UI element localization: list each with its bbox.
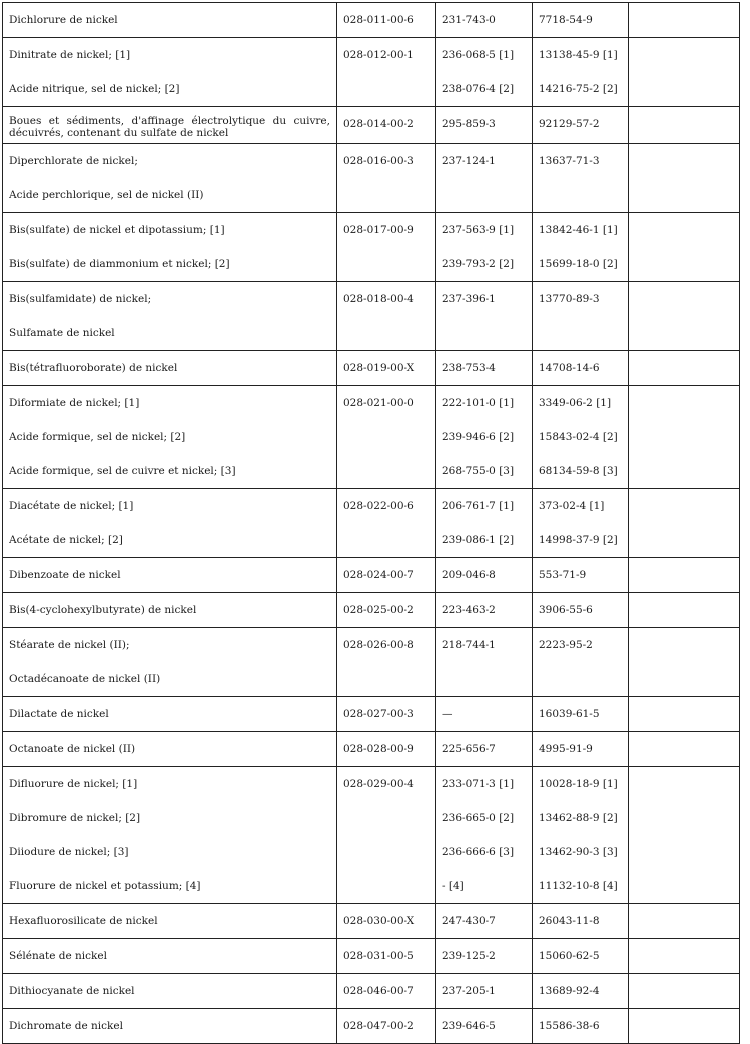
ec-number-cell-line: 206-761-7 [1] — [442, 500, 515, 512]
ec-number-cell-line: 223-463-2 — [442, 604, 496, 616]
cas-number-cell-line: 15060-62-5 — [539, 950, 600, 962]
substance-name-cell-line: Diformiate de nickel; [1] — [9, 397, 140, 409]
cas-number-cell-line: 68134-59-8 [3] — [539, 465, 618, 477]
cas-number-cell-line: 11132-10-8 [4] — [539, 880, 618, 892]
table-row — [3, 558, 740, 593]
ec-number-cell-line: 239-793-2 [2] — [442, 258, 515, 270]
notes-cell — [629, 489, 740, 558]
substance-name-cell-line: Bis(sulfate) de nickel et dipotassium; [1] — [9, 224, 225, 236]
substance-name-cell-line: Diperchlorate de nickel; — [9, 155, 138, 167]
index-number-cell — [337, 593, 436, 628]
substance-name-cell — [3, 697, 337, 732]
ec-number-cell-line: 236-665-0 [2] — [442, 812, 515, 824]
ec-number-cell-line: 209-046-8 — [442, 569, 496, 581]
ec-number-cell-line: 239-646-5 — [442, 1020, 496, 1032]
cas-number-cell-line: 92129-57-2 — [539, 118, 600, 130]
index-number-cell — [337, 1009, 436, 1044]
table-row — [3, 974, 740, 1009]
cas-number-cell — [533, 282, 629, 351]
notes-cell — [629, 1009, 740, 1044]
notes-cell — [629, 282, 740, 351]
index-number-cell — [337, 904, 436, 939]
cas-number-cell — [533, 628, 629, 697]
ec-number-cell-line: 238-076-4 [2] — [442, 83, 515, 95]
cas-number-cell-line: 13138-45-9 [1] — [539, 49, 618, 61]
table-row — [3, 1009, 740, 1044]
notes-cell — [629, 974, 740, 1009]
index-number: 028-026-00-8 — [343, 639, 414, 651]
cas-number-cell-line: 13637-71-3 — [539, 155, 600, 167]
cas-number-cell-line: 14998-37-9 [2] — [539, 534, 618, 546]
table-row — [3, 38, 740, 107]
cas-number-cell-line: 14708-14-6 — [539, 362, 600, 374]
index-number-cell — [337, 3, 436, 38]
substance-name-cell-line: Bis(4-cyclohexylbutyrate) de nickel — [9, 604, 197, 616]
cas-number-cell-line: 13462-88-9 [2] — [539, 812, 618, 824]
table-row — [3, 904, 740, 939]
index-number-cell — [337, 628, 436, 697]
ec-number-cell-line: 218-744-1 — [442, 639, 496, 651]
substance-name-cell-line: Bis(sulfate) de diammonium et nickel; [2] — [9, 258, 230, 270]
notes-cell — [629, 107, 740, 144]
substance-name-cell-line: Sélénate de nickel — [9, 950, 107, 962]
substance-name-cell-line: Bis(sulfamidate) de nickel; — [9, 293, 152, 305]
cas-number-cell — [533, 144, 629, 213]
substance-name-cell-line: Octanoate de nickel (II) — [9, 743, 136, 755]
substance-name-cell-line: Dinitrate de nickel; [1] — [9, 49, 131, 61]
substance-name-cell — [3, 489, 337, 558]
substance-name-cell — [3, 38, 337, 107]
cas-number-cell-line: 13842-46-1 [1] — [539, 224, 618, 236]
cas-number-cell — [533, 1009, 629, 1044]
index-number: 028-046-00-7 — [343, 985, 414, 997]
substance-name-cell — [3, 904, 337, 939]
substance-name-cell — [3, 3, 337, 38]
cas-number-cell — [533, 213, 629, 282]
index-number-cell — [337, 974, 436, 1009]
ec-number-cell — [436, 489, 533, 558]
index-number: 028-016-00-3 — [343, 155, 414, 167]
substance-name-cell-line: Difluorure de nickel; [1] — [9, 778, 138, 790]
table-row — [3, 107, 740, 144]
index-number-cell — [337, 38, 436, 107]
substance-name-cell-line: Diacétate de nickel; [1] — [9, 500, 134, 512]
cas-number-cell — [533, 939, 629, 974]
ec-number-cell-line: 237-205-1 — [442, 985, 496, 997]
ec-number-cell-line: 222-101-0 [1] — [442, 397, 515, 409]
index-number-cell — [337, 213, 436, 282]
index-number-cell — [337, 386, 436, 489]
ec-number-cell — [436, 732, 533, 767]
index-number-cell — [337, 489, 436, 558]
index-number: 028-019-00-X — [343, 362, 415, 374]
substance-name-cell-line: Acide perchlorique, sel de nickel (II) — [9, 189, 204, 201]
substance-name-cell-line: Dibromure de nickel; [2] — [9, 812, 141, 824]
table-row — [3, 144, 740, 213]
substance-name-cell — [3, 386, 337, 489]
substance-name-cell — [3, 767, 337, 904]
ec-number-cell-line: 239-946-6 [2] — [442, 431, 515, 443]
table-row — [3, 697, 740, 732]
cas-number-cell-line: 15586-38-6 — [539, 1020, 600, 1032]
ec-number-cell-line: — — [442, 708, 453, 720]
table-row — [3, 489, 740, 558]
table-body — [3, 3, 740, 1044]
cas-number-cell-line: 2223-95-2 — [539, 639, 593, 651]
cas-number-cell-line: 14216-75-2 [2] — [539, 83, 618, 95]
notes-cell — [629, 3, 740, 38]
cas-number-cell-line: 4995-91-9 — [539, 743, 593, 755]
index-number-cell — [337, 767, 436, 904]
table-row — [3, 939, 740, 974]
notes-cell — [629, 904, 740, 939]
cas-number-cell — [533, 697, 629, 732]
table-row — [3, 767, 740, 904]
ec-number-cell-line: 237-396-1 — [442, 293, 496, 305]
ec-number-cell — [436, 3, 533, 38]
index-number: 028-012-00-1 — [343, 49, 414, 61]
substance-name-cell — [3, 213, 337, 282]
cas-number-cell-line: 10028-18-9 [1] — [539, 778, 618, 790]
ec-number-cell-line: 237-563-9 [1] — [442, 224, 515, 236]
ec-number-cell-line: 225-656-7 — [442, 743, 496, 755]
table-row — [3, 628, 740, 697]
notes-cell — [629, 593, 740, 628]
substance-name-cell-line: Dilactate de nickel — [9, 708, 109, 720]
substance-name-cell-line: Fluorure de nickel et potassium; [4] — [9, 880, 201, 892]
substance-name-cell-line: Dithiocyanate de nickel — [9, 985, 135, 997]
ec-number-cell-line: 237-124-1 — [442, 155, 496, 167]
ec-number-cell-line: 236-666-6 [3] — [442, 846, 515, 858]
cas-number-cell-line: 7718-54-9 — [539, 14, 593, 26]
ec-number-cell — [436, 974, 533, 1009]
index-number: 028-021-00-0 — [343, 397, 414, 409]
substance-name-cell — [3, 628, 337, 697]
substance-name-cell-line: Dibenzoate de nickel — [9, 569, 121, 581]
ec-number-cell — [436, 767, 533, 904]
substance-name-cell — [3, 593, 337, 628]
substance-name-cell-line: Dichromate de nickel — [9, 1020, 123, 1032]
table-row — [3, 3, 740, 38]
index-number: 028-027-00-3 — [343, 708, 414, 720]
index-number: 028-030-00-X — [343, 915, 415, 927]
table-row — [3, 213, 740, 282]
cas-number-cell-line: 3349-06-2 [1] — [539, 397, 612, 409]
table-row — [3, 282, 740, 351]
cas-number-cell-line: 15699-18-0 [2] — [539, 258, 618, 270]
cas-number-cell — [533, 904, 629, 939]
substance-name-cell-line: Diiodure de nickel; [3] — [9, 846, 129, 858]
ec-number-cell — [436, 697, 533, 732]
notes-cell — [629, 767, 740, 904]
cas-number-cell — [533, 732, 629, 767]
index-number: 028-025-00-2 — [343, 604, 414, 616]
substance-name-cell-line: Sulfamate de nickel — [9, 327, 115, 339]
ec-number-cell — [436, 282, 533, 351]
index-number: 028-017-00-9 — [343, 224, 414, 236]
substance-name-cell-line: Hexafluorosilicate de nickel — [9, 915, 158, 927]
cas-number-cell — [533, 3, 629, 38]
notes-cell — [629, 732, 740, 767]
index-number: 028-029-00-4 — [343, 778, 414, 790]
substance-table — [2, 2, 740, 1044]
cas-number-cell-line: 373-02-4 [1] — [539, 500, 605, 512]
ec-number-cell-line: 239-125-2 — [442, 950, 496, 962]
ec-number-cell-line: 247-430-7 — [442, 915, 496, 927]
cas-number-cell-line: 13462-90-3 [3] — [539, 846, 618, 858]
ec-number-cell — [436, 628, 533, 697]
index-number: 028-024-00-7 — [343, 569, 414, 581]
substance-name-cell — [3, 974, 337, 1009]
table-row — [3, 593, 740, 628]
substance-name-cell-line: Bis(tétrafluoroborate) de nickel — [9, 362, 178, 374]
notes-cell — [629, 628, 740, 697]
cas-number-cell-line: 13689-92-4 — [539, 985, 600, 997]
cas-number-cell-line: 553-71-9 — [539, 569, 587, 581]
cas-number-cell — [533, 489, 629, 558]
substance-name-cell — [3, 1009, 337, 1044]
cas-number-cell — [533, 767, 629, 904]
cas-number-cell — [533, 38, 629, 107]
cas-number-cell — [533, 974, 629, 1009]
index-number: 028-022-00-6 — [343, 500, 414, 512]
notes-cell — [629, 697, 740, 732]
index-number-cell — [337, 351, 436, 386]
substance-name-cell — [3, 351, 337, 386]
ec-number-cell-line: - [4] — [442, 880, 464, 892]
notes-cell — [629, 213, 740, 282]
index-number: 028-031-00-5 — [343, 950, 414, 962]
ec-number-cell — [436, 1009, 533, 1044]
substance-name-cell — [3, 732, 337, 767]
substance-name-cell — [3, 144, 337, 213]
ec-number-cell — [436, 386, 533, 489]
substance-name-cell-line: Boues et sédiments, d'affinage électrolytique du cuivre, décuivrés, contenant du sulfate de nickel — [9, 115, 330, 139]
index-number-cell — [337, 144, 436, 213]
cas-number-cell-line: 26043-11-8 — [539, 915, 600, 927]
cas-number-cell-line: 3906-55-6 — [539, 604, 593, 616]
ec-number-cell-line: 238-753-4 — [442, 362, 496, 374]
cas-number-cell — [533, 386, 629, 489]
notes-cell — [629, 939, 740, 974]
table-row — [3, 732, 740, 767]
index-number: 028-047-00-2 — [343, 1020, 414, 1032]
substance-name-cell — [3, 939, 337, 974]
ec-number-cell-line: 239-086-1 [2] — [442, 534, 515, 546]
ec-number-cell-line: 268-755-0 [3] — [442, 465, 515, 477]
notes-cell — [629, 38, 740, 107]
ec-number-cell — [436, 558, 533, 593]
substance-name-cell — [3, 107, 337, 144]
notes-cell — [629, 558, 740, 593]
substance-name-cell-line: Dichlorure de nickel — [9, 14, 118, 26]
substance-name-cell-line: Octadécanoate de nickel (II) — [9, 673, 161, 685]
ec-number-cell — [436, 107, 533, 144]
ec-number-cell-line: 233-071-3 [1] — [442, 778, 515, 790]
ec-number-cell — [436, 593, 533, 628]
ec-number-cell — [436, 904, 533, 939]
notes-cell — [629, 144, 740, 213]
index-number: 028-014-00-2 — [343, 118, 414, 130]
table-row — [3, 386, 740, 489]
ec-number-cell — [436, 939, 533, 974]
cas-number-cell-line: 13770-89-3 — [539, 293, 600, 305]
ec-number-cell-line: 236-068-5 [1] — [442, 49, 515, 61]
cas-number-cell — [533, 107, 629, 144]
substance-name-cell-line: Stéarate de nickel (II); — [9, 639, 130, 651]
ec-number-cell — [436, 351, 533, 386]
index-number: 028-018-00-4 — [343, 293, 414, 305]
substance-name-cell-line: Acide formique, sel de cuivre et nickel; [3] — [9, 465, 236, 477]
substance-name-cell-line: Acide formique, sel de nickel; [2] — [9, 431, 186, 443]
cas-number-cell-line: 16039-61-5 — [539, 708, 600, 720]
cas-number-cell — [533, 351, 629, 386]
index-number-cell — [337, 107, 436, 144]
ec-number-cell — [436, 144, 533, 213]
index-number-cell — [337, 939, 436, 974]
ec-number-cell — [436, 38, 533, 107]
notes-cell — [629, 386, 740, 489]
table-row — [3, 351, 740, 386]
substance-name-cell — [3, 558, 337, 593]
index-number-cell — [337, 697, 436, 732]
cas-number-cell — [533, 593, 629, 628]
substance-name-cell — [3, 282, 337, 351]
ec-number-cell — [436, 213, 533, 282]
notes-cell — [629, 351, 740, 386]
cas-number-cell — [533, 558, 629, 593]
cas-number-cell-line: 15843-02-4 [2] — [539, 431, 618, 443]
index-number: 028-011-00-6 — [343, 14, 414, 26]
ec-number-cell-line: 231-743-0 — [442, 14, 496, 26]
index-number-cell — [337, 732, 436, 767]
index-number-cell — [337, 558, 436, 593]
index-number: 028-028-00-9 — [343, 743, 414, 755]
ec-number-cell-line: 295-859-3 — [442, 118, 496, 130]
substance-name-cell-line: Acétate de nickel; [2] — [9, 534, 123, 546]
index-number-cell — [337, 282, 436, 351]
substance-name-cell-line: Acide nitrique, sel de nickel; [2] — [9, 83, 180, 95]
